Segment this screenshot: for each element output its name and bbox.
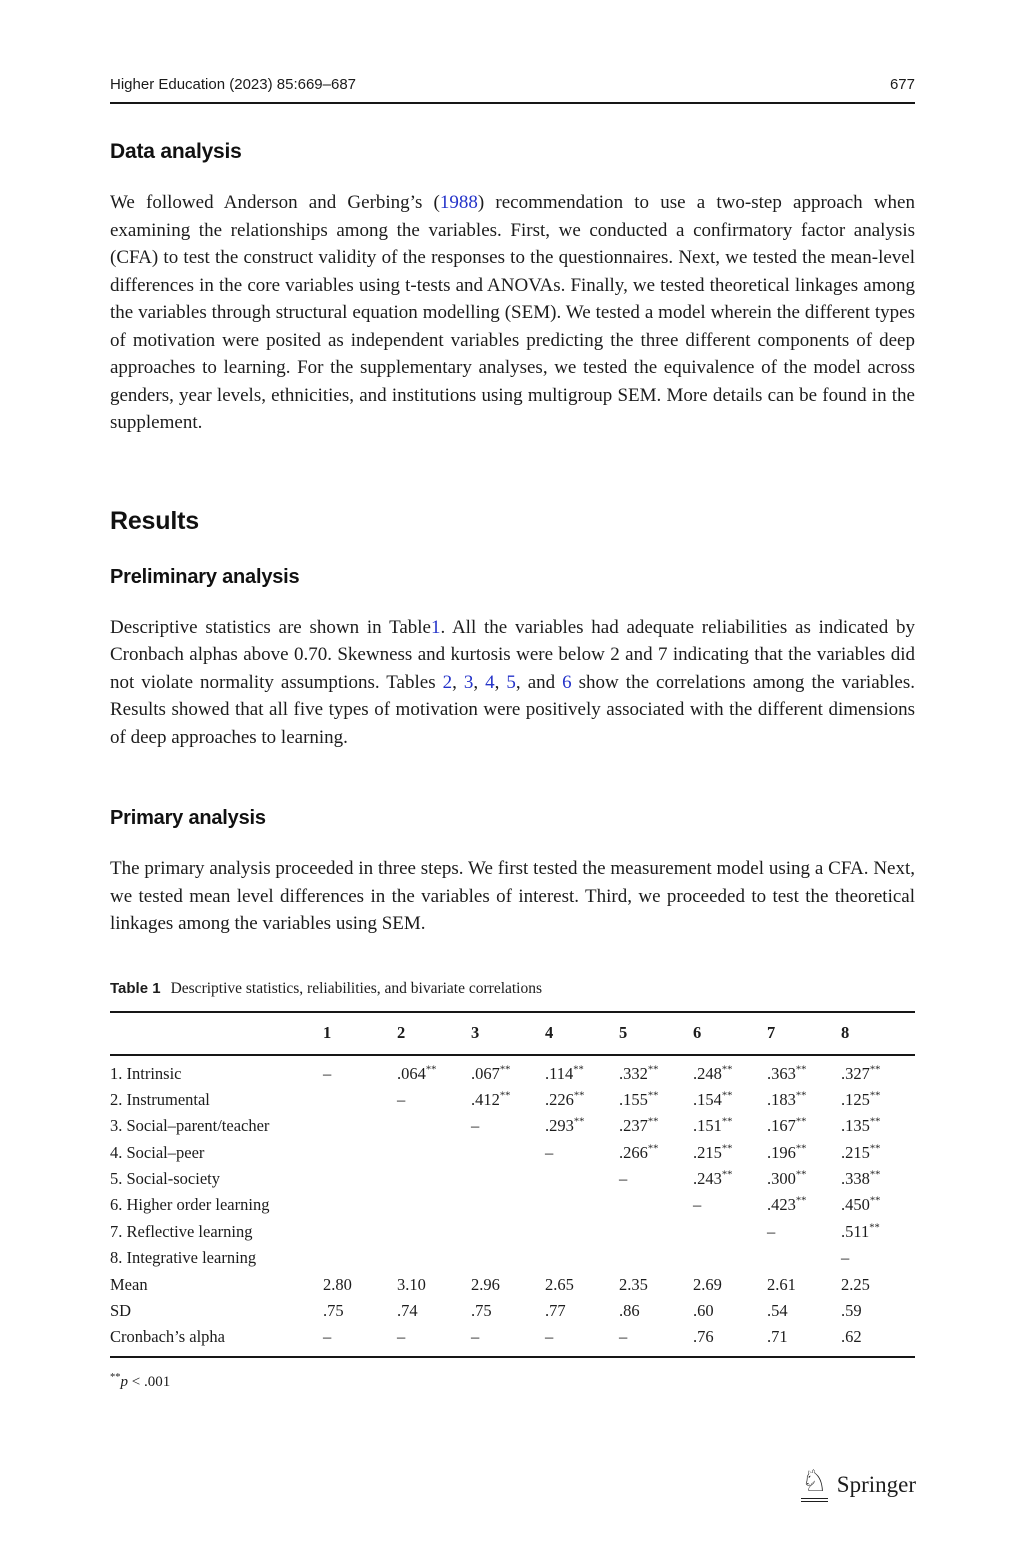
table-cell: – (767, 1221, 776, 1241)
table-cell (767, 1245, 841, 1271)
significance-marker: ** (795, 1143, 807, 1155)
springer-logo (800, 1465, 916, 1502)
table-cell: .450** (841, 1195, 881, 1215)
table-cell: .151** (693, 1116, 733, 1136)
table-cell (323, 1245, 397, 1271)
significance-marker: ** (647, 1090, 659, 1102)
table-row (110, 1139, 915, 1165)
table-cell: .183** (767, 1089, 807, 1109)
paragraph-text: , (473, 671, 486, 693)
table-row (110, 1219, 915, 1245)
paragraph-text: , and (515, 671, 563, 693)
table-row (110, 1055, 915, 1087)
table-cell: .54 (767, 1300, 788, 1320)
paragraph-text: , (452, 671, 464, 693)
table-row (110, 1271, 915, 1297)
significance-marker: ** (869, 1064, 881, 1075)
table-cell: – (397, 1327, 406, 1347)
table-cell (397, 1113, 471, 1139)
significance-marker: ** (869, 1169, 881, 1181)
table-cell: .064** (397, 1063, 437, 1083)
table-cell: .75 (323, 1300, 344, 1320)
table-cell: .293** (545, 1116, 585, 1136)
table-row (110, 1113, 915, 1139)
table-cell: 2.61 (767, 1274, 796, 1294)
table-cell (397, 1192, 471, 1218)
table-cell: 3.10 (397, 1274, 426, 1294)
table-1 (110, 1011, 915, 1359)
page-number: 677 (889, 76, 915, 93)
significance-marker: ** (721, 1090, 733, 1102)
significance-marker: ** (721, 1116, 733, 1128)
springer-knight-icon: ♘ (801, 1468, 828, 1502)
table-cell: .511** (841, 1221, 880, 1241)
citation-link[interactable]: 1988 (439, 192, 478, 213)
running-head (110, 76, 915, 104)
table-cell: .327** (841, 1063, 881, 1083)
table-cell: 2.25 (841, 1274, 870, 1294)
table-cell: .248** (693, 1063, 733, 1083)
table-cell: .75 (471, 1300, 492, 1320)
table-cell: .215** (693, 1142, 733, 1162)
significance-marker: ** (795, 1195, 807, 1207)
table-cell (323, 1166, 397, 1192)
table-cell: – (545, 1142, 554, 1162)
table-row (110, 1087, 915, 1113)
table-row-label: 3. Social–parent/teacher (110, 1116, 270, 1136)
footnote-value: < .001 (128, 1374, 171, 1391)
citation-link[interactable]: 1 (431, 616, 441, 638)
table-cell: .300** (767, 1169, 807, 1188)
table-cell: .125** (841, 1089, 881, 1109)
table-cell: – (323, 1063, 332, 1083)
table-cell (397, 1166, 471, 1192)
table-row-label: 1. Intrinsic (110, 1063, 182, 1083)
significance-marker: ** (795, 1169, 807, 1181)
table-cell (397, 1139, 471, 1165)
table-cell (619, 1192, 693, 1218)
table-cell (545, 1219, 619, 1245)
table-row (110, 1324, 915, 1357)
significance-marker: ** (499, 1064, 511, 1075)
significance-marker: ** (721, 1169, 733, 1181)
table-cell: .363** (767, 1063, 807, 1083)
table-cell: .338** (841, 1169, 881, 1188)
table-row-label: 7. Reflective learning (110, 1221, 253, 1241)
significance-marker: ** (869, 1143, 881, 1155)
table-1-body (110, 1055, 915, 1358)
table-cell: – (693, 1195, 702, 1215)
table-row-label: 2. Instrumental (110, 1089, 210, 1109)
table-cell (323, 1219, 397, 1245)
significance-marker: ** (647, 1064, 659, 1075)
table-cell: .243** (693, 1169, 733, 1188)
table-cell: .76 (693, 1327, 714, 1347)
table-column-header: 2 (397, 1012, 471, 1055)
table-cell: .71 (767, 1327, 788, 1347)
table-cell (545, 1245, 619, 1271)
table-cell: .196** (767, 1142, 807, 1162)
table-cell (471, 1192, 545, 1218)
paragraph-text: show the correlations among the variables. Results showed that all five types of motivation were positively associated with the different dimensions of deep approaches to learning. (110, 671, 915, 748)
table-cell: – (471, 1116, 480, 1136)
table-cell: – (619, 1327, 628, 1347)
paragraph-primary-analysis (110, 855, 915, 938)
table-cell: .154** (693, 1089, 733, 1109)
table-row-label: 6. Higher order learning (110, 1195, 270, 1215)
table-cell: 2.65 (545, 1274, 574, 1294)
table-cell: .423** (767, 1195, 807, 1215)
table-cell (323, 1087, 397, 1113)
table-row (110, 1192, 915, 1218)
table-cell (323, 1139, 397, 1165)
table-1-block (110, 980, 915, 1392)
table-cell: .59 (841, 1300, 862, 1320)
significance-marker: ** (869, 1222, 880, 1234)
significance-marker: ** (795, 1116, 807, 1128)
table-1-footnote (110, 1372, 915, 1391)
table-column-header: 1 (323, 1012, 397, 1055)
significance-marker: ** (721, 1143, 733, 1155)
table-column-header: 8 (841, 1012, 915, 1055)
table-cell: .067** (471, 1063, 511, 1083)
paragraph-text: , (494, 671, 507, 693)
paragraph-text: Descriptive statistics are shown in Table (110, 616, 431, 638)
table-cell (471, 1245, 545, 1271)
table-row-label: 4. Social–peer (110, 1142, 205, 1162)
table-corner-cell (110, 1012, 323, 1055)
significance-marker: ** (795, 1090, 807, 1102)
table-cell: .60 (693, 1300, 714, 1320)
table-cell (397, 1245, 471, 1271)
table-row (110, 1166, 915, 1192)
paragraph-text: The primary analysis proceeded in three steps. We first tested the measurement model using a CFA. Next, we tested mean level differences in the variables of interest. Third, we proceeded to test the theoretical linkages among the variables using SEM. (110, 858, 915, 934)
table-cell (471, 1219, 545, 1245)
heading-preliminary-analysis: Preliminary analysis (110, 565, 300, 588)
significance-marker: ** (869, 1090, 881, 1102)
heading-results: Results (110, 506, 199, 535)
table-row-label: 8. Integrative learning (110, 1248, 257, 1268)
table-cell: .266** (619, 1142, 659, 1162)
table-1-caption-label: Table 1 (110, 979, 161, 997)
table-column-header: 4 (545, 1012, 619, 1055)
citation-link[interactable]: 6 (562, 671, 572, 693)
table-cell: .167** (767, 1116, 807, 1136)
significance-marker: ** (499, 1090, 511, 1102)
table-row-label: 5. Social-society (110, 1169, 220, 1188)
table-1-caption-text: Descriptive statistics, reliabilities, and bivariate correlations (170, 979, 543, 997)
table-cell (693, 1219, 767, 1245)
table-cell: – (323, 1327, 332, 1347)
table-cell: .62 (841, 1327, 862, 1347)
table-cell (397, 1219, 471, 1245)
significance-marker: ** (573, 1064, 584, 1075)
table-cell: 2.35 (619, 1274, 648, 1294)
springer-logo-text: Springer (836, 1471, 916, 1497)
table-cell: .155** (619, 1089, 659, 1109)
table-cell: – (545, 1327, 554, 1347)
table-cell: .77 (545, 1300, 566, 1320)
table-cell (545, 1166, 619, 1192)
table-row-label: SD (110, 1300, 132, 1320)
table-cell (471, 1166, 545, 1192)
paragraph-data-analysis (110, 189, 915, 437)
paragraph-text: ) recommendation to use a two-step approach when examining the relationships among the variables. First, we conducted a confirmatory factor analysis (CFA) to test the construct validity of the responses to the questionnaires. Next, we tested the mean-level differences in the core variables using t-tests and ANOVAs. Finally, we tested theoretical linkages among the variables through structural equation modelling (SEM). We tested a model wherein the different types of motivation were posited as independent variables predicting the three different components of deep approaches to learning. For the supplementary analyses, we tested the equivalence of the model across genders, year levels, ethnicities, and institutions using multigroup SEM. More details can be found in the supplement. (110, 192, 915, 433)
table-1-header-row (110, 1012, 915, 1055)
table-cell: .215** (841, 1142, 881, 1162)
significance-marker: ** (647, 1116, 659, 1128)
significance-marker: ** (573, 1116, 585, 1128)
table-cell: .226** (545, 1089, 585, 1109)
significance-marker: ** (869, 1195, 881, 1207)
table-cell (323, 1192, 397, 1218)
table-column-header: 5 (619, 1012, 693, 1055)
citation-link[interactable]: 2 (442, 671, 453, 693)
table-cell: 2.96 (471, 1274, 500, 1294)
citation-link[interactable]: 4 (485, 671, 495, 693)
table-cell: .86 (619, 1300, 640, 1320)
significance-marker: ** (869, 1116, 881, 1128)
table-column-header: 3 (471, 1012, 545, 1055)
table-cell: .74 (397, 1300, 418, 1320)
table-1-caption (110, 980, 915, 998)
paragraph-text: We followed Anderson and Gerbing’s ( (110, 192, 440, 213)
table-cell: – (841, 1248, 850, 1268)
table-cell: – (619, 1169, 628, 1188)
table-cell (471, 1139, 545, 1165)
table-row (110, 1245, 915, 1271)
table-cell: .237** (619, 1116, 659, 1136)
table-cell (693, 1245, 767, 1271)
table-cell (619, 1219, 693, 1245)
footnote-p: p (120, 1374, 128, 1391)
table-cell: – (471, 1327, 480, 1347)
citation-link[interactable]: 3 (463, 671, 474, 693)
paragraph-preliminary-analysis (110, 614, 915, 752)
heading-primary-analysis: Primary analysis (110, 807, 266, 829)
significance-marker: ** (795, 1064, 807, 1075)
table-cell (619, 1245, 693, 1271)
paragraph-text: . All the variables had adequate reliabilities as indicated by Cronbach alphas above 0.70. Skewness and kurtosis were below 2 and 7 indicating that the variables did not violate normality assumptions. Tables (110, 616, 915, 693)
table-cell (545, 1192, 619, 1218)
journal-reference: Higher Education (2023) 85:669–687 (110, 76, 357, 93)
table-cell: 2.69 (693, 1274, 722, 1294)
table-cell (323, 1113, 397, 1139)
table-cell: .135** (841, 1116, 881, 1136)
table-cell: 2.80 (323, 1274, 352, 1294)
table-cell: .332** (619, 1063, 659, 1083)
significance-marker: ** (721, 1064, 733, 1075)
significance-marker: ** (647, 1143, 659, 1155)
table-cell: .412** (471, 1089, 511, 1109)
table-cell: – (397, 1089, 406, 1109)
heading-data-analysis: Data analysis (110, 140, 242, 163)
table-column-header: 7 (767, 1012, 841, 1055)
table-column-header: 6 (693, 1012, 767, 1055)
significance-marker: ** (573, 1090, 585, 1102)
table-row-label: Mean (110, 1274, 148, 1294)
significance-marker: ** (425, 1064, 437, 1075)
table-row-label: Cronbach’s alpha (110, 1327, 226, 1347)
footnote-marker: ** (110, 1372, 121, 1384)
citation-link[interactable]: 5 (506, 671, 516, 693)
table-row (110, 1298, 915, 1324)
table-cell: .114** (545, 1063, 584, 1083)
